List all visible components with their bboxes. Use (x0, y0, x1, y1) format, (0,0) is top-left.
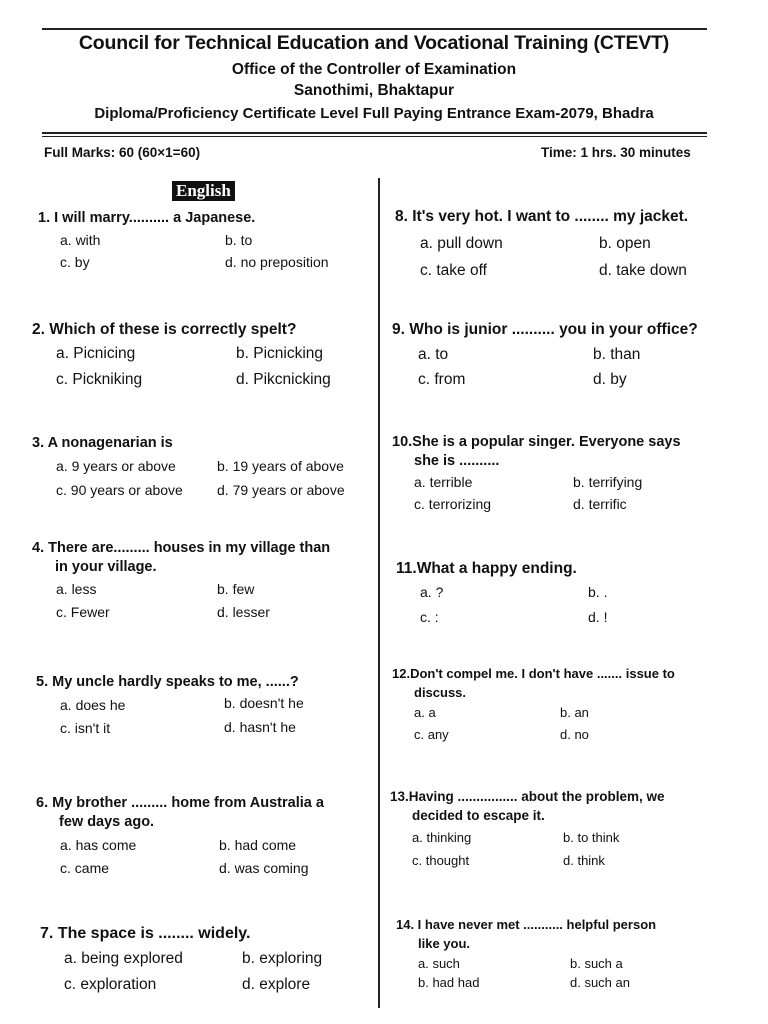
question-stem-continued: discuss. (414, 685, 467, 700)
option-b: b. such a (570, 956, 623, 971)
question-2 (32, 320, 296, 339)
question-stem: 3. A nonagenarian is (32, 435, 173, 451)
option-b: b. to (225, 232, 253, 248)
question-11 (396, 559, 577, 578)
option-a: a. less (56, 581, 97, 597)
option-b: b. 19 years of above (217, 458, 344, 474)
option-b: b. . (588, 584, 608, 600)
option-a: a. a (414, 705, 436, 720)
option-c: b. had had (418, 975, 480, 990)
question-stem-continued: decided to escape it. (412, 808, 545, 823)
option-a: a. to (418, 346, 449, 363)
option-a: a. such (418, 956, 460, 971)
option-c: c. from (418, 371, 466, 388)
option-c: c. thought (412, 853, 470, 868)
question-10 (392, 433, 681, 471)
option-c: c. Fewer (56, 604, 110, 620)
header-rule-2 (42, 136, 707, 137)
option-d: d. Pikcnicking (236, 371, 331, 388)
option-b: b. doesn't he (224, 695, 304, 711)
question-6 (36, 794, 324, 832)
question-12 (392, 664, 675, 702)
option-b: b. few (217, 581, 255, 597)
question-stem: 13.Having ................ about the problem, we (390, 789, 665, 804)
option-d: d. was coming (219, 860, 309, 876)
question-4 (32, 539, 330, 577)
option-d: d. take down (599, 262, 687, 279)
question-3 (32, 434, 173, 453)
question-stem: 8. It's very hot. I want to ........ my jacket. (395, 208, 689, 225)
option-a: a. terrible (414, 474, 473, 490)
question-stem: 6. My brother ......... home from Australia a (36, 795, 324, 811)
option-a: a. being explored (64, 950, 183, 967)
header-rule-1 (42, 132, 707, 134)
question-9 (392, 320, 698, 339)
option-c: c. exploration (64, 976, 157, 993)
header-top-rule (42, 28, 707, 30)
option-b: b. open (599, 235, 651, 252)
option-c: c. 90 years or above (56, 482, 183, 498)
option-b: b. terrifying (573, 474, 643, 490)
option-b: b. had come (219, 837, 297, 853)
option-b: b. exploring (242, 950, 323, 967)
option-d: d. such an (570, 975, 630, 990)
option-d: d. lesser (217, 604, 270, 620)
question-13 (390, 787, 665, 825)
option-c: c. came (60, 860, 110, 876)
question-stem: 11.What a happy ending. (396, 560, 577, 577)
option-b: b. than (593, 346, 641, 363)
question-8 (395, 207, 688, 226)
option-c: c. by (60, 254, 90, 270)
option-c: c. take off (420, 262, 487, 279)
option-d: d. hasn't he (224, 719, 296, 735)
option-c: c. : (420, 609, 439, 625)
office-location: Sanothimi, Bhaktapur (293, 82, 455, 99)
option-b: b. to think (563, 830, 620, 845)
question-14 (396, 915, 656, 953)
question-stem: 7. The space is ........ widely. (40, 925, 251, 942)
full-marks: Full Marks: 60 (60×1=60) (44, 145, 201, 160)
option-d: d. by (593, 371, 627, 388)
option-d: d. 79 years or above (217, 482, 345, 498)
option-d: d. terrific (573, 496, 627, 512)
option-a: a. thinking (412, 830, 472, 845)
question-stem: 12.Don't compel me. I don't have ....... issue to (392, 666, 675, 681)
option-a: a. 9 years or above (56, 458, 176, 474)
option-a: a. Picnicing (56, 345, 136, 362)
question-stem: 2. Which of these is correctly spelt? (32, 321, 297, 338)
question-5 (36, 673, 299, 692)
option-a: a. does he (60, 697, 126, 713)
subject-heading: English (172, 181, 235, 201)
option-c: c. any (414, 727, 449, 742)
question-stem: 14. I have never met ........... helpful person (396, 917, 657, 932)
option-d: d. no (560, 727, 589, 742)
option-d: d. ! (588, 609, 608, 625)
question-7 (40, 924, 250, 943)
question-stem: 1. I will marry.......... a Japanese. (38, 210, 256, 226)
option-b: b. Picnicking (236, 345, 324, 362)
council-title: Council for Technical Education and Vocational Training (CTEVT) (78, 32, 670, 54)
office-name: Office of the Controller of Examination (231, 61, 517, 78)
exam-header (40, 32, 708, 122)
question-stem-continued: few days ago. (59, 814, 155, 830)
question-stem: 4. There are......... houses in my village than (32, 540, 331, 556)
option-a: a. has come (60, 837, 137, 853)
option-c: c. isn't it (60, 720, 111, 736)
option-a: a. ? (420, 584, 444, 600)
question-stem: 10.She is a popular singer. Everyone says (392, 434, 681, 450)
exam-time: Time: 1 hrs. 30 minutes (541, 145, 691, 160)
option-c: c. terrorizing (414, 496, 492, 512)
option-d: d. no preposition (225, 254, 329, 270)
question-1 (38, 209, 255, 228)
option-d: d. think (563, 853, 605, 868)
question-stem-continued: like you. (418, 936, 471, 951)
option-c: c. Pickniking (56, 371, 143, 388)
question-stem: 5. My uncle hardly speaks to me, ......? (36, 674, 299, 690)
question-stem-continued: she is .......... (414, 453, 500, 469)
option-a: a. with (60, 232, 101, 248)
option-b: b. an (560, 705, 589, 720)
question-stem-continued: in your village. (55, 559, 157, 575)
option-a: a. pull down (420, 235, 503, 252)
option-d: d. explore (242, 976, 311, 993)
question-stem: 9. Who is junior .......... you in your office? (392, 321, 698, 338)
column-divider (378, 178, 380, 1008)
exam-name: Diploma/Proficiency Certificate Level Full Paying Entrance Exam-2079, Bhadra (94, 105, 654, 122)
